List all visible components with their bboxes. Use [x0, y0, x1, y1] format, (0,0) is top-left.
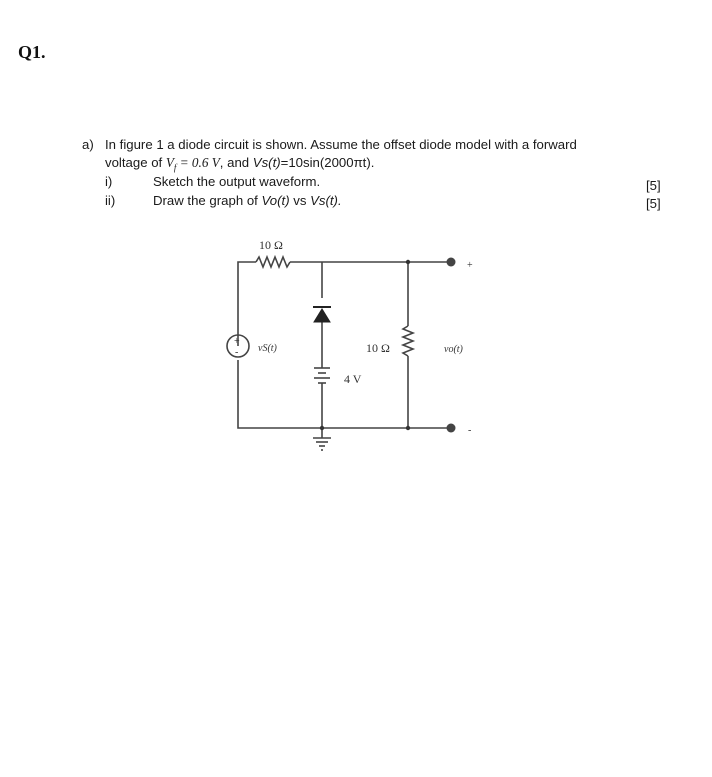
subpart-1-marks: [5]: [646, 178, 661, 193]
subpart-2-before: Draw the graph of: [153, 193, 262, 208]
subpart-2-number: ii): [105, 193, 116, 208]
output-label: vo(t): [444, 344, 463, 355]
resistor-right-label: 10 Ω: [366, 341, 390, 355]
vf-value: = 0.6 V: [176, 155, 220, 170]
vs-value: =10sin(2000πt).: [280, 155, 375, 170]
junction-dot: [406, 426, 410, 430]
question-number: Q1.: [18, 42, 46, 62]
source-label: vS(t): [258, 343, 277, 354]
vs-expression: Vs(t): [252, 155, 281, 170]
wire-bottom: [238, 360, 447, 428]
wire-top-left: [238, 262, 256, 346]
resistor-top: [256, 257, 290, 267]
output-terminal-minus: [447, 424, 456, 433]
junction-dot: [320, 426, 324, 430]
resistor-top-label: 10 Ω: [259, 238, 283, 252]
line2-prefix: voltage of: [105, 155, 166, 170]
subpart-1-number: i): [105, 174, 113, 189]
part-label: a): [82, 137, 94, 152]
resistor-right: [403, 326, 413, 356]
subpart-2-italic: Vo(t): [261, 193, 290, 208]
diode-icon: [314, 309, 330, 322]
vf-subscript: f: [173, 162, 177, 173]
source-minus-label: -: [235, 347, 239, 358]
battery-label: 4 V: [344, 372, 362, 386]
subpart-2-mid: vs: [289, 193, 311, 208]
subpart-2-marks: [5]: [646, 196, 661, 211]
subpart-1-text: Sketch the output waveform.: [153, 174, 321, 189]
vf-symbol: V: [165, 155, 174, 170]
line2-mid: , and: [219, 155, 253, 170]
subpart-2-italic2: Vs(t).: [310, 193, 342, 208]
output-minus-label: -: [468, 425, 472, 436]
output-terminal-plus: [447, 258, 456, 267]
junction-dot: [406, 260, 410, 264]
source-plus-label: +: [234, 336, 240, 347]
output-plus-label: +: [467, 260, 473, 271]
part-line-1: In figure 1 a diode circuit is shown. Assume the offset diode model with a forward: [105, 137, 577, 152]
